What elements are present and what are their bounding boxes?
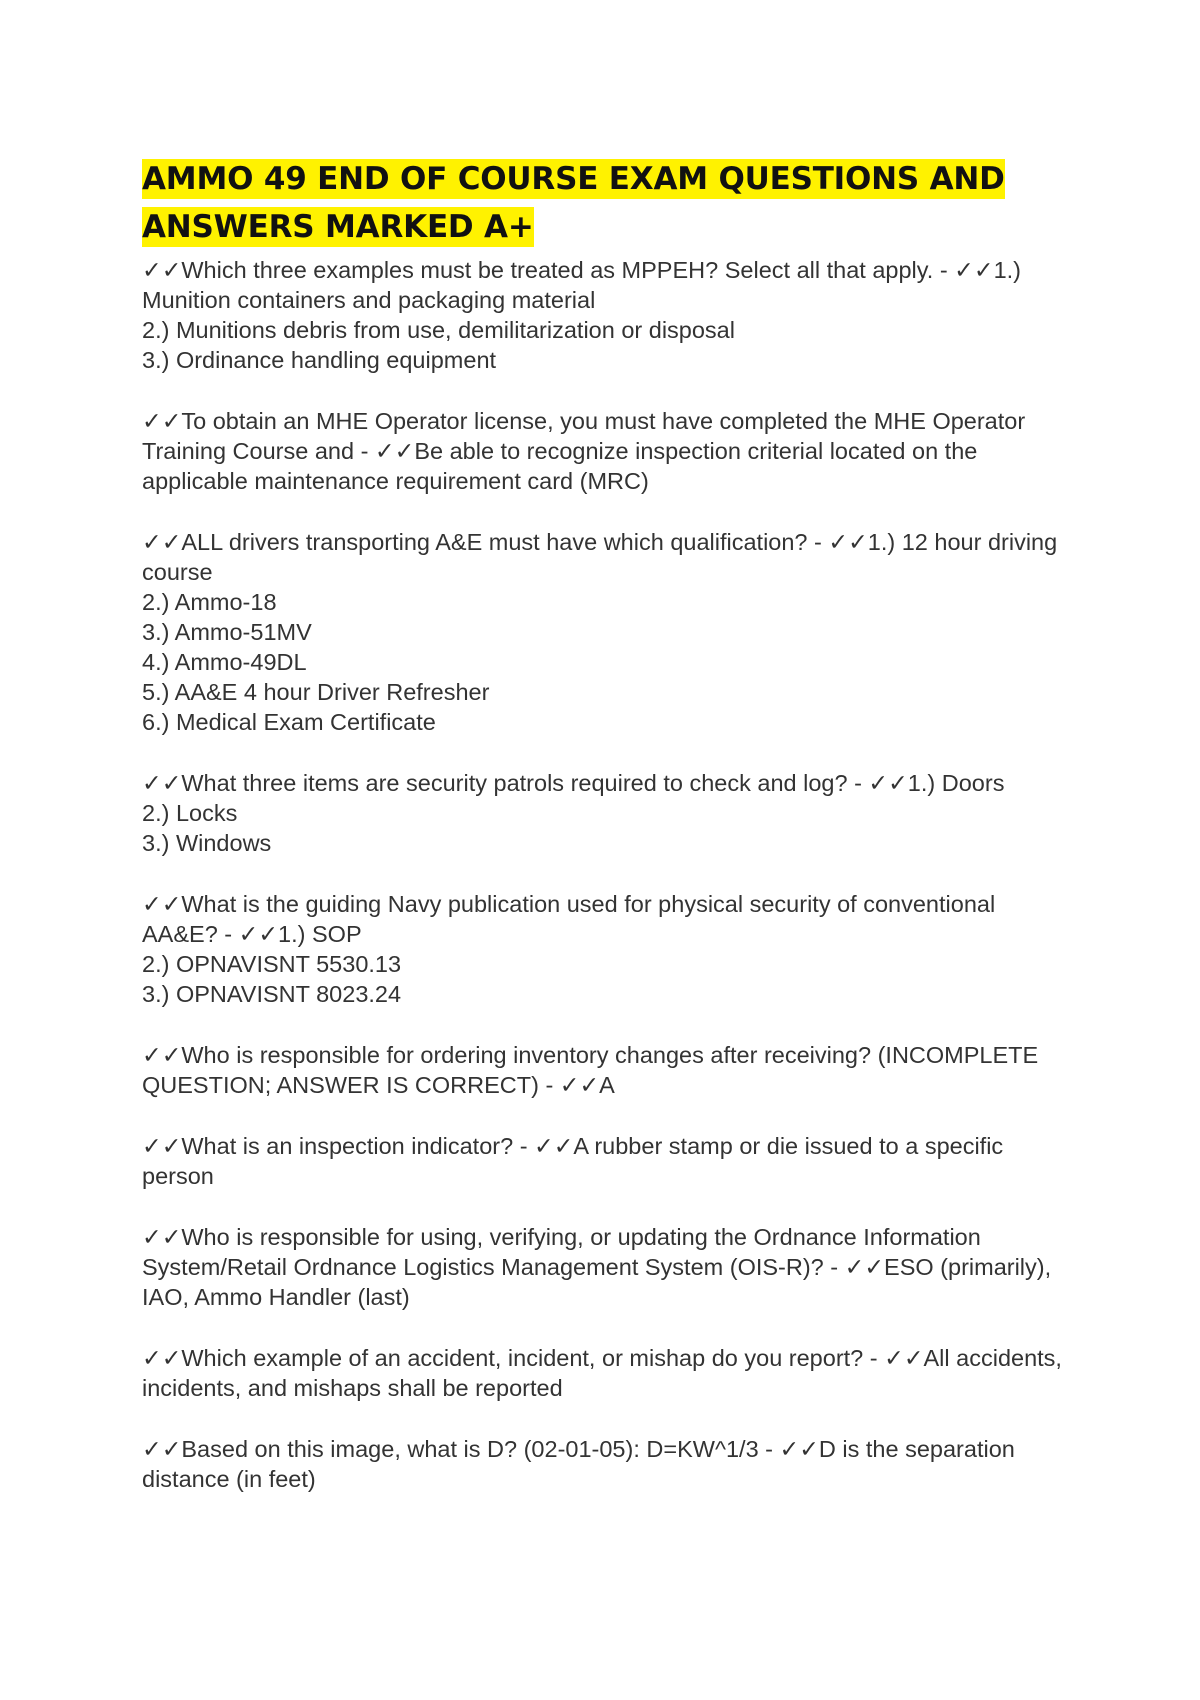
qa-line: 3.) Ordinance handling equipment [142,347,497,373]
qa-line: ✓✓What three items are security patrols required to check and log? - ✓✓1.) Doors [142,770,1005,796]
qa-line: distance (in feet) [142,1466,316,1492]
qa-item [142,1040,1082,1100]
qa-line: ✓✓ALL drivers transporting A&E must have which qualification? - ✓✓1.) 12 hour driving [142,529,1058,555]
qa-line: course [142,559,213,585]
qa-line: person [142,1163,214,1189]
document-title [142,155,1082,251]
qa-line: 6.) Medical Exam Certificate [142,709,436,735]
qa-line: ✓✓Which example of an accident, incident, or mishap do you report? - ✓✓All accidents, [142,1345,1062,1371]
qa-item [142,1131,1082,1191]
title-line-2: ANSWERS MARKED A+ [142,209,534,245]
document-page [142,155,1082,1525]
qa-line: System/Retail Ordnance Logistics Management System (OIS-R)? - ✓✓ESO (primarily), [142,1254,1052,1280]
qa-line: 5.) AA&E 4 hour Driver Refresher [142,679,490,705]
qa-line: 2.) Locks [142,800,238,826]
qa-line: ✓✓Based on this image, what is D? (02-01-05): D=KW^1/3 - ✓✓D is the separation [142,1436,1015,1462]
qa-line: 3.) OPNAVISNT 8023.24 [142,981,402,1007]
qa-item [142,768,1082,858]
qa-item [142,255,1082,375]
qa-line: 3.) Ammo-51MV [142,619,312,645]
question-answer-list [142,255,1082,1494]
qa-line: 2.) OPNAVISNT 5530.13 [142,951,402,977]
qa-line: incidents, and mishaps shall be reported [142,1375,563,1401]
qa-line: AA&E? - ✓✓1.) SOP [142,921,362,947]
qa-line: 2.) Ammo-18 [142,589,277,615]
qa-line: 3.) Windows [142,830,272,856]
qa-item [142,1222,1082,1312]
qa-line: 4.) Ammo-49DL [142,649,307,675]
qa-line: ✓✓Who is responsible for ordering inventory changes after receiving? (INCOMPLETE [142,1042,1039,1068]
qa-line: Training Course and - ✓✓Be able to recognize inspection criterial located on the [142,438,978,464]
qa-line: ✓✓Who is responsible for using, verifying, or updating the Ordnance Information [142,1224,981,1250]
qa-item [142,527,1082,737]
title-line-1: AMMO 49 END OF COURSE EXAM QUESTIONS AND [142,161,1005,197]
qa-line: ✓✓What is the guiding Navy publication used for physical security of conventional [142,891,996,917]
qa-line: ✓✓To obtain an MHE Operator license, you must have completed the MHE Operator [142,408,1026,434]
qa-line: ✓✓Which three examples must be treated as MPPEH? Select all that apply. - ✓✓1.) [142,257,1021,283]
qa-line: Munition containers and packaging material [142,287,596,313]
qa-line: IAO, Ammo Handler (last) [142,1284,410,1310]
qa-item [142,1434,1082,1494]
qa-item [142,1343,1082,1403]
qa-line: QUESTION; ANSWER IS CORRECT) - ✓✓A [142,1072,615,1098]
qa-line: applicable maintenance requirement card (MRC) [142,468,649,494]
qa-line: ✓✓What is an inspection indicator? - ✓✓A rubber stamp or die issued to a specific [142,1133,1004,1159]
qa-item [142,406,1082,496]
qa-item [142,889,1082,1009]
qa-line: 2.) Munitions debris from use, demilitarization or disposal [142,317,735,343]
